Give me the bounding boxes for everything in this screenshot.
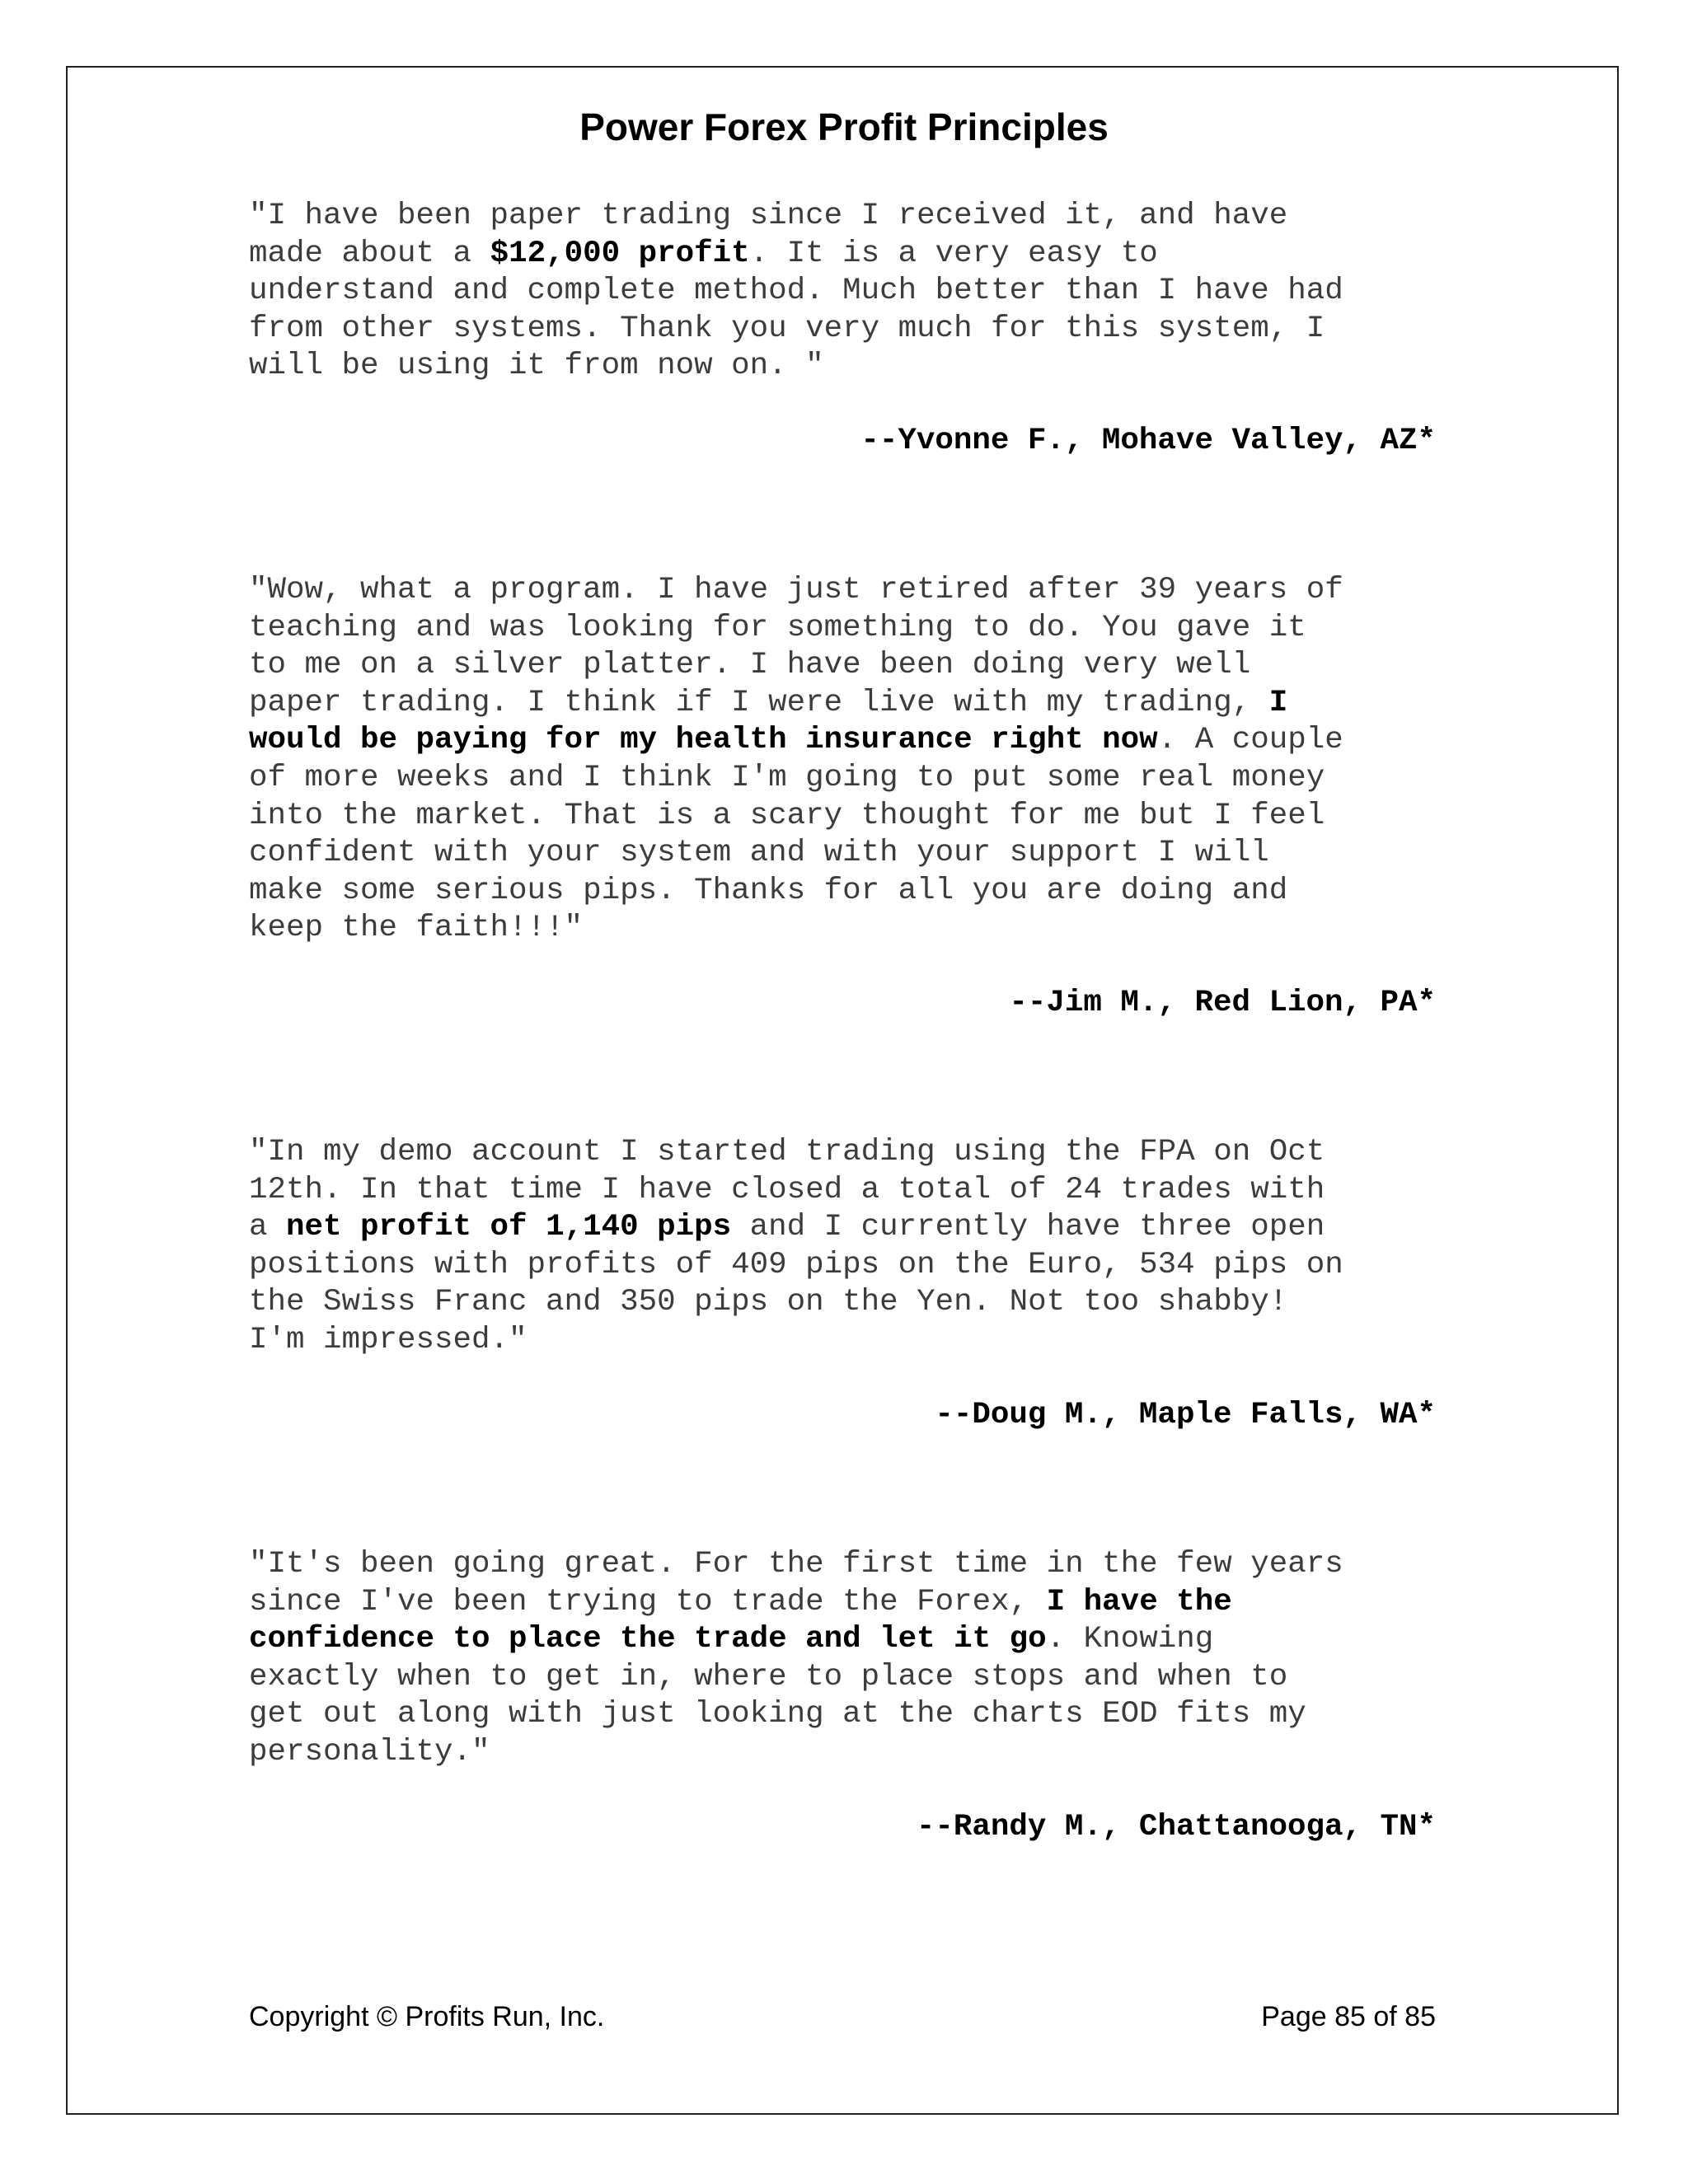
quote-text: "It's been going great. For the first time in the few years (249, 1547, 1343, 1582)
quote-line (249, 572, 1436, 610)
footer-copyright: Copyright © Profits Run, Inc. (249, 2001, 605, 2032)
quote-text: . A couple (1157, 723, 1343, 758)
quote-text: understand and complete method. Much better than I have had (249, 274, 1343, 309)
quote-text: 12th. In that time I have closed a total of 24 trades with (249, 1172, 1325, 1207)
quote-emphasis: net profit of 1,140 pips (286, 1210, 732, 1245)
testimonial-author: --Doug M., Maple Falls, WA* (935, 1398, 1436, 1432)
testimonial-quote (249, 198, 1436, 386)
quote-text: will be using it from now on. " (249, 349, 824, 384)
quote-text: . It is a very easy to (749, 236, 1158, 271)
quote-line (249, 647, 1436, 685)
quote-text: "In my demo account I started trading using the FPA on Oct (249, 1135, 1325, 1169)
quote-emphasis: confidence to place the trade and let it go (249, 1622, 1047, 1657)
quote-text: get out along with just looking at the charts EOD fits my (249, 1697, 1306, 1732)
quote-text: into the market. That is a scary thought for me but I feel (249, 798, 1325, 833)
footer-page-number: Page 85 of 85 (1261, 2001, 1436, 2032)
quote-text: confident with your system and with your support I will (249, 836, 1269, 871)
quote-line (249, 236, 1436, 274)
quote-text: and I currently have three open (731, 1210, 1325, 1245)
testimonial (249, 198, 1436, 386)
quote-emphasis: would be paying for my health insurance right now (249, 723, 1158, 758)
testimonial-quote (249, 572, 1436, 948)
quote-line (249, 348, 1436, 386)
quote-line (249, 1659, 1436, 1697)
quote-text: "I have been paper trading since I received it, and have (249, 199, 1288, 233)
quote-line (249, 1209, 1436, 1247)
quote-text: made about a (249, 236, 490, 271)
quote-line (249, 1734, 1436, 1772)
testimonial-author: --Jim M., Red Lion, PA* (1009, 986, 1436, 1020)
quote-line (249, 685, 1436, 723)
quote-text: keep the faith!!!" (249, 911, 584, 946)
quote-text: positions with profits of 409 pips on the Euro, 534 pips on (249, 1247, 1343, 1282)
quote-line (249, 1621, 1436, 1659)
quote-text: of more weeks and I think I'm going to put some real money (249, 760, 1325, 795)
quote-line (249, 760, 1436, 798)
testimonial-author: --Yvonne F., Mohave Valley, AZ* (860, 424, 1436, 458)
quote-text: the Swiss Franc and 350 pips on the Yen. Not too shabby! (249, 1285, 1288, 1320)
quote-text: from other systems. Thank you very much for this system, I (249, 311, 1325, 346)
quote-line (249, 1696, 1436, 1734)
quote-line (249, 1134, 1436, 1172)
quote-line (249, 873, 1436, 911)
quote-text: since I've been trying to trade the Forex, (249, 1584, 1047, 1619)
quote-line (249, 273, 1436, 311)
quote-text: personality." (249, 1734, 490, 1769)
quote-text: teaching and was looking for something to do. You gave it (249, 610, 1306, 645)
quote-line (249, 798, 1436, 836)
quote-line (249, 610, 1436, 648)
quote-line (249, 1247, 1436, 1285)
quote-line (249, 311, 1436, 349)
quote-line (249, 198, 1436, 236)
quote-text: exactly when to get in, where to place stops and when to (249, 1659, 1288, 1694)
quote-line (249, 835, 1436, 873)
quote-line (249, 1322, 1436, 1360)
testimonial-author: --Randy M., Chattanooga, TN* (916, 1810, 1436, 1844)
quote-line (249, 1584, 1436, 1622)
quote-text: to me on a silver platter. I have been doing very well (249, 648, 1251, 683)
testimonial (249, 572, 1436, 948)
quote-text: make some serious pips. Thanks for all you are doing and (249, 873, 1288, 908)
quote-line (249, 1172, 1436, 1210)
quote-line (249, 910, 1436, 948)
quote-text: "Wow, what a program. I have just retired after 39 years of (249, 573, 1343, 607)
testimonial (249, 1546, 1436, 1772)
quote-text: a (249, 1210, 287, 1245)
quote-emphasis: I have the (1046, 1584, 1232, 1619)
testimonial-quote (249, 1546, 1436, 1772)
quote-line (249, 722, 1436, 760)
quote-text: paper trading. I think if I were live with my trading, (249, 685, 1269, 720)
quote-line (249, 1284, 1436, 1322)
page-title: Power Forex Profit Principles (579, 105, 1109, 148)
quote-text: I'm impressed." (249, 1322, 528, 1357)
quote-text: . Knowing (1046, 1622, 1214, 1657)
testimonial (249, 1134, 1436, 1360)
testimonial-quote (249, 1134, 1436, 1360)
quote-emphasis: I (1268, 685, 1288, 720)
quote-line (249, 1546, 1436, 1584)
quote-emphasis: $12,000 profit (490, 236, 750, 271)
